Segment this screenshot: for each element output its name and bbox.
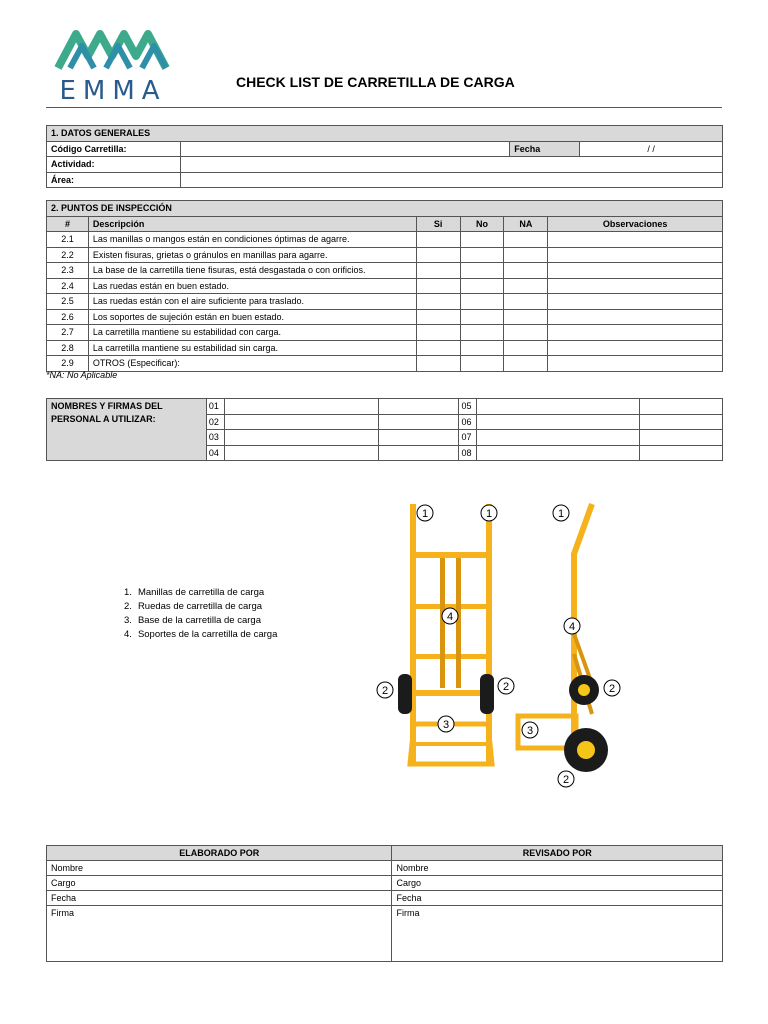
inspeccion-row	[47, 356, 723, 372]
legend-number: 2.	[124, 601, 132, 612]
si-checkbox[interactable]	[416, 340, 460, 356]
callout-side-base	[522, 722, 538, 738]
parts-legend	[124, 586, 277, 642]
observaciones-field[interactable]	[548, 309, 723, 325]
datos-generales-table	[46, 125, 723, 188]
no-checkbox[interactable]	[460, 340, 504, 356]
personal-number: 01	[206, 399, 224, 415]
personal-name-field[interactable]	[477, 430, 640, 446]
inspeccion-row	[47, 325, 723, 341]
item-number: 2.6	[47, 309, 89, 325]
personal-name-field[interactable]	[224, 445, 378, 461]
svg-text:2: 2	[502, 681, 510, 693]
personal-signature-field[interactable]	[640, 445, 723, 461]
inspeccion-row	[47, 278, 723, 294]
si-checkbox[interactable]	[416, 247, 460, 263]
section-title-datos: 1. DATOS GENERALES	[47, 126, 723, 142]
personal-signature-field[interactable]	[378, 430, 459, 446]
fecha-field[interactable]: / /	[580, 141, 723, 157]
item-number: 2.2	[47, 247, 89, 263]
revisado-por-header: REVISADO POR	[392, 846, 723, 861]
svg-text:3: 3	[526, 725, 534, 737]
callout-side-wheel-bottom	[558, 771, 574, 787]
svg-text:1: 1	[557, 508, 565, 520]
personal-number: 06	[459, 414, 477, 430]
personal-signature-field[interactable]	[640, 399, 723, 415]
inspeccion-row	[47, 294, 723, 310]
svg-text:3: 3	[442, 719, 450, 731]
no-checkbox[interactable]	[460, 232, 504, 248]
section-title-inspeccion: 2. PUNTOS DE INSPECCIÓN	[47, 201, 723, 217]
personal-label-line1: NOMBRES Y FIRMAS DEL	[51, 401, 163, 411]
codigo-field[interactable]	[180, 141, 509, 157]
item-number: 2.3	[47, 263, 89, 279]
revisado-cargo[interactable]: Cargo	[392, 876, 723, 891]
no-checkbox[interactable]	[460, 356, 504, 372]
callout-front-wheel-left	[377, 682, 393, 698]
na-checkbox[interactable]	[504, 263, 548, 279]
legend-item	[124, 628, 277, 642]
personal-number: 07	[459, 430, 477, 446]
svg-text:2: 2	[562, 774, 570, 786]
no-checkbox[interactable]	[460, 278, 504, 294]
legend-item	[124, 586, 277, 600]
inspeccion-header-row	[47, 216, 723, 232]
revisado-nombre[interactable]: Nombre	[392, 861, 723, 876]
elaborado-cargo[interactable]: Cargo	[47, 876, 392, 891]
item-description: Las ruedas están con el aire suficiente para traslado.	[88, 294, 416, 310]
personal-number: 04	[206, 445, 224, 461]
item-description: OTROS (Especificar):	[88, 356, 416, 372]
callout-front-wheel-right	[498, 678, 514, 694]
item-number: 2.9	[47, 356, 89, 372]
observaciones-field[interactable]	[548, 263, 723, 279]
area-label: Área:	[47, 172, 181, 188]
personal-signature-field[interactable]	[378, 399, 459, 415]
callout-side-handle	[553, 505, 569, 521]
legend-text: Base de la carretilla de carga	[137, 615, 261, 626]
no-checkbox[interactable]	[460, 309, 504, 325]
item-number: 2.1	[47, 232, 89, 248]
observaciones-field[interactable]	[548, 340, 723, 356]
no-checkbox[interactable]	[460, 325, 504, 341]
si-checkbox[interactable]	[416, 309, 460, 325]
item-description: Las manillas o mangos están en condiciones óptimas de agarre.	[88, 232, 416, 248]
document-title: CHECK LIST DE CARRETILLA DE CARGA	[236, 74, 515, 90]
elaborado-fecha[interactable]: Fecha	[47, 891, 392, 906]
item-description: Los soportes de sujeción están en buen estado.	[88, 309, 416, 325]
personal-number: 05	[459, 399, 477, 415]
col-header-descripcion: Descripción	[88, 216, 416, 232]
item-description: Existen fisuras, grietas o gránulos en manillas para agarre.	[88, 247, 416, 263]
personal-label-line2: PERSONAL A UTILIZAR:	[51, 414, 156, 424]
personal-number: 02	[206, 414, 224, 430]
svg-text:2: 2	[381, 685, 389, 697]
svg-text:4: 4	[446, 611, 454, 623]
legend-text: Ruedas de carretilla de carga	[137, 601, 263, 612]
no-checkbox[interactable]	[460, 294, 504, 310]
callout-front-handle-left	[417, 505, 433, 521]
personal-number: 08	[459, 445, 477, 461]
logo-mountains-icon	[54, 26, 172, 76]
no-checkbox[interactable]	[460, 263, 504, 279]
na-checkbox[interactable]	[504, 325, 548, 341]
inspeccion-row	[47, 247, 723, 263]
signoff-table	[46, 845, 723, 962]
col-header-num: #	[47, 216, 89, 232]
revisado-firma[interactable]: Firma	[392, 906, 723, 962]
legend-number: 3.	[124, 615, 132, 626]
personal-number: 03	[206, 430, 224, 446]
si-checkbox[interactable]	[416, 356, 460, 372]
na-checkbox[interactable]	[504, 309, 548, 325]
si-checkbox[interactable]	[416, 278, 460, 294]
personal-signature-field[interactable]	[378, 414, 459, 430]
puntos-inspeccion-table	[46, 200, 723, 372]
item-number: 2.8	[47, 340, 89, 356]
col-header-observaciones: Observaciones	[548, 216, 723, 232]
inspeccion-row	[47, 263, 723, 279]
item-number: 2.5	[47, 294, 89, 310]
inspeccion-row	[47, 340, 723, 356]
observaciones-field[interactable]	[548, 232, 723, 248]
personal-row	[47, 399, 723, 415]
actividad-field[interactable]	[180, 157, 722, 173]
personal-firmas-table	[46, 398, 723, 461]
na-checkbox[interactable]	[504, 356, 548, 372]
no-checkbox[interactable]	[460, 247, 504, 263]
area-field[interactable]	[180, 172, 722, 188]
col-header-na: NA	[504, 216, 548, 232]
fecha-label: Fecha	[510, 141, 580, 157]
personal-signature-field[interactable]	[640, 414, 723, 430]
na-checkbox[interactable]	[504, 278, 548, 294]
personal-name-field[interactable]	[224, 399, 378, 415]
col-header-no: No	[460, 216, 504, 232]
observaciones-field[interactable]	[548, 278, 723, 294]
hand-truck-photo	[366, 494, 628, 794]
callout-side-wheel-top	[604, 680, 620, 696]
callout-side-support	[564, 618, 580, 634]
observaciones-field[interactable]	[548, 325, 723, 341]
inspeccion-row	[47, 309, 723, 325]
personal-label	[47, 399, 207, 461]
callout-front-handle-right	[481, 505, 497, 521]
na-checkbox[interactable]	[504, 232, 548, 248]
logo-text: EMMA	[59, 76, 167, 106]
observaciones-field[interactable]	[548, 294, 723, 310]
inspeccion-row	[47, 232, 723, 248]
emma-logo	[54, 26, 172, 106]
col-header-si: Si	[416, 216, 460, 232]
callout-front-support	[442, 608, 458, 624]
personal-name-field[interactable]	[477, 399, 640, 415]
item-number: 2.4	[47, 278, 89, 294]
item-description: La carretilla mantiene su estabilidad con carga.	[88, 325, 416, 341]
legend-text: Soportes de la carretilla de carga	[137, 629, 278, 640]
svg-text:2: 2	[608, 683, 616, 695]
si-checkbox[interactable]	[416, 263, 460, 279]
si-checkbox[interactable]	[416, 325, 460, 341]
svg-text:1: 1	[421, 508, 429, 520]
personal-name-field[interactable]	[477, 445, 640, 461]
item-description: La carretilla mantiene su estabilidad sin carga.	[88, 340, 416, 356]
header-divider	[46, 107, 722, 108]
legend-item	[124, 600, 277, 614]
elaborado-firma[interactable]: Firma	[47, 906, 392, 962]
legend-number: 4.	[124, 629, 132, 640]
si-checkbox[interactable]	[416, 294, 460, 310]
legend-text: Manillas de carretilla de carga	[137, 587, 265, 598]
si-checkbox[interactable]	[416, 232, 460, 248]
codigo-label: Código Carretilla:	[47, 141, 181, 157]
na-checkbox[interactable]	[504, 340, 548, 356]
personal-name-field[interactable]	[224, 414, 378, 430]
elaborado-nombre[interactable]: Nombre	[47, 861, 392, 876]
item-description: La base de la carretilla tiene fisuras, está desgastada o con orificios.	[88, 263, 416, 279]
na-note: *NA: No Aplicable	[46, 370, 118, 380]
item-number: 2.7	[47, 325, 89, 341]
personal-signature-field[interactable]	[378, 445, 459, 461]
svg-text:1: 1	[485, 508, 493, 520]
item-description: Las ruedas están en buen estado.	[88, 278, 416, 294]
legend-item	[124, 614, 277, 628]
na-checkbox[interactable]	[504, 294, 548, 310]
svg-text:4: 4	[568, 621, 576, 633]
observaciones-field[interactable]	[548, 247, 723, 263]
elaborado-por-header: ELABORADO POR	[47, 846, 392, 861]
personal-name-field[interactable]	[224, 430, 378, 446]
actividad-label: Actividad:	[47, 157, 181, 173]
na-checkbox[interactable]	[504, 247, 548, 263]
personal-signature-field[interactable]	[640, 430, 723, 446]
revisado-fecha[interactable]: Fecha	[392, 891, 723, 906]
personal-name-field[interactable]	[477, 414, 640, 430]
callout-front-base	[438, 716, 454, 732]
legend-number: 1.	[124, 587, 132, 598]
observaciones-field[interactable]	[548, 356, 723, 372]
